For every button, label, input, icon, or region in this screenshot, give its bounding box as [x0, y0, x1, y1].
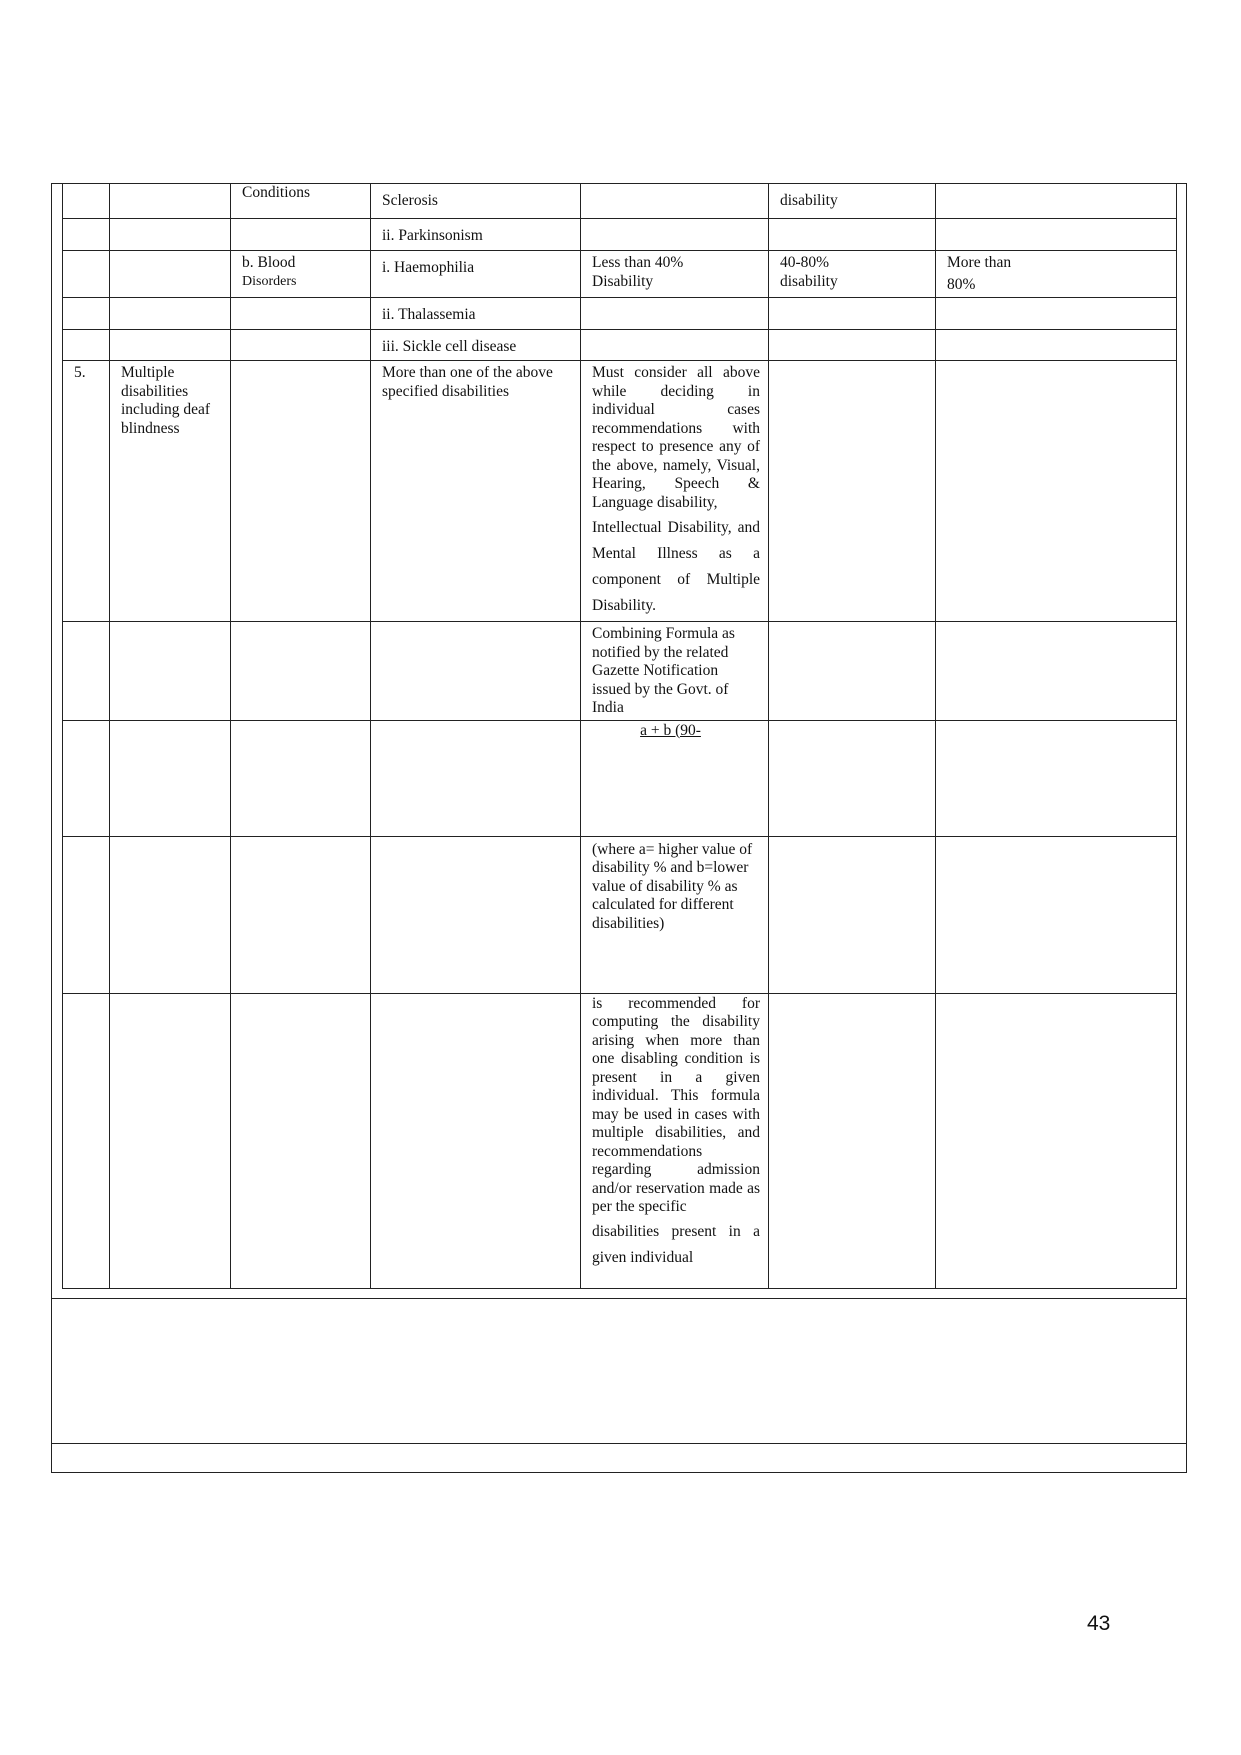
cell-line: b. Blood: [242, 254, 296, 271]
table-cell: [110, 219, 231, 251]
table-cell: i. Haemophilia: [371, 251, 581, 298]
table-cell: [769, 361, 936, 622]
table-cell: [63, 836, 110, 993]
table-cell: [371, 622, 581, 721]
table-cell: [936, 720, 1177, 836]
table-cell: [936, 184, 1177, 219]
table-cell: Sclerosis: [371, 184, 581, 219]
table-row: [63, 622, 1177, 721]
table-cell: [110, 298, 231, 330]
table-cell: [63, 251, 110, 298]
table-cell: ii. Parkinsonism: [371, 219, 581, 251]
table-cell: Conditions: [231, 184, 371, 219]
cell-line: Disability: [592, 272, 654, 290]
table-cell: [769, 993, 936, 1288]
table-cell: [110, 720, 231, 836]
table-cell: Combining Formula as notified by the related Gazette Notification issued by the Govt. of India: [581, 622, 769, 721]
table-cell: [581, 251, 769, 298]
table-cell: [110, 330, 231, 361]
frame-divider: [51, 1443, 1187, 1444]
table-cell: [110, 993, 231, 1288]
table-cell: [371, 836, 581, 993]
cell-line: Disorders: [242, 273, 297, 289]
table-cell: ii. Thalassemia: [371, 298, 581, 330]
table-cell: [110, 184, 231, 219]
table-cell: 5.: [63, 361, 110, 622]
table-cell: [581, 184, 769, 219]
table-cell: disability: [769, 184, 936, 219]
table-row: [63, 251, 1177, 298]
cell-paragraph: Must consider all above while deciding in individual cases recommendations with respect to presence any of the above, namely, Visual, Hearing, Speech & Language disability,: [592, 364, 760, 511]
table-cell: [769, 219, 936, 251]
table-cell: [63, 184, 110, 219]
disability-assessment-table: [62, 183, 1177, 1289]
table-cell: (where a= higher value of disability % and b=lower value of disability % as calculated for different disabilities): [581, 836, 769, 993]
frame-divider: [51, 1298, 1187, 1299]
cell-line: More than: [947, 254, 1012, 271]
table-cell: [63, 720, 110, 836]
table-cell: [231, 836, 371, 993]
table-cell: [110, 251, 231, 298]
table-cell: [936, 298, 1177, 330]
table-cell: [63, 219, 110, 251]
table-cell: [63, 993, 110, 1288]
table-cell: [936, 219, 1177, 251]
table-cell: [63, 298, 110, 330]
table-row: [63, 993, 1177, 1288]
table-cell: [63, 330, 110, 361]
table-cell: [769, 720, 936, 836]
table-row: [63, 720, 1177, 836]
formula-cell: a + b (90-: [581, 720, 769, 836]
table-cell: [231, 720, 371, 836]
table-cell: [231, 622, 371, 721]
cell-line: Less than 40%: [592, 254, 684, 271]
table-row: [63, 219, 1177, 251]
table-cell: [371, 720, 581, 836]
table-cell: [936, 361, 1177, 622]
table-cell: [769, 251, 936, 298]
table-cell: [581, 330, 769, 361]
table-cell: [769, 622, 936, 721]
table-cell: [231, 330, 371, 361]
table-cell: [936, 330, 1177, 361]
table-cell: [231, 993, 371, 1288]
table-cell: [769, 330, 936, 361]
cell-line: 80%: [947, 275, 976, 293]
table-cell: [231, 219, 371, 251]
table-cell: [769, 298, 936, 330]
table-cell: [63, 622, 110, 721]
table-cell: [231, 361, 371, 622]
table-cell: [581, 993, 769, 1288]
table-row: [63, 298, 1177, 330]
table-row: [63, 330, 1177, 361]
table-row: [63, 361, 1177, 622]
table-cell: [581, 361, 769, 622]
cell-line: disability: [780, 272, 838, 290]
table-cell: iii. Sickle cell disease: [371, 330, 581, 361]
table-cell: [936, 251, 1177, 298]
table-row: [63, 184, 1177, 219]
table-cell: [231, 251, 371, 298]
table-cell: [231, 298, 371, 330]
table-cell: More than one of the above specified disabilities: [371, 361, 581, 622]
table-cell: [581, 219, 769, 251]
cell-paragraph: disabilities present in a given individual: [592, 1222, 760, 1266]
table-cell: [110, 622, 231, 721]
cell-paragraph: Intellectual Disability, and Mental Illness as a component of Multiple Disability.: [592, 519, 760, 614]
table-cell: [769, 836, 936, 993]
table-cell: [936, 622, 1177, 721]
table-row: [63, 836, 1177, 993]
cell-paragraph: is recommended for computing the disability arising when more than one disabling condition is present in a given individual. This formula may be used in cases with multiple disabilities, and recommendations regarding admission and/or reservation made as per the specific: [592, 994, 760, 1215]
table-cell: [581, 298, 769, 330]
table-cell: [936, 836, 1177, 993]
table-cell: [371, 993, 581, 1288]
page-number: 43: [1087, 1612, 1111, 1635]
table-cell: [936, 993, 1177, 1288]
table-cell: [110, 836, 231, 993]
table-cell: Multiple disabilities including deaf blindness: [110, 361, 231, 622]
cell-line: 40-80%: [780, 254, 830, 271]
